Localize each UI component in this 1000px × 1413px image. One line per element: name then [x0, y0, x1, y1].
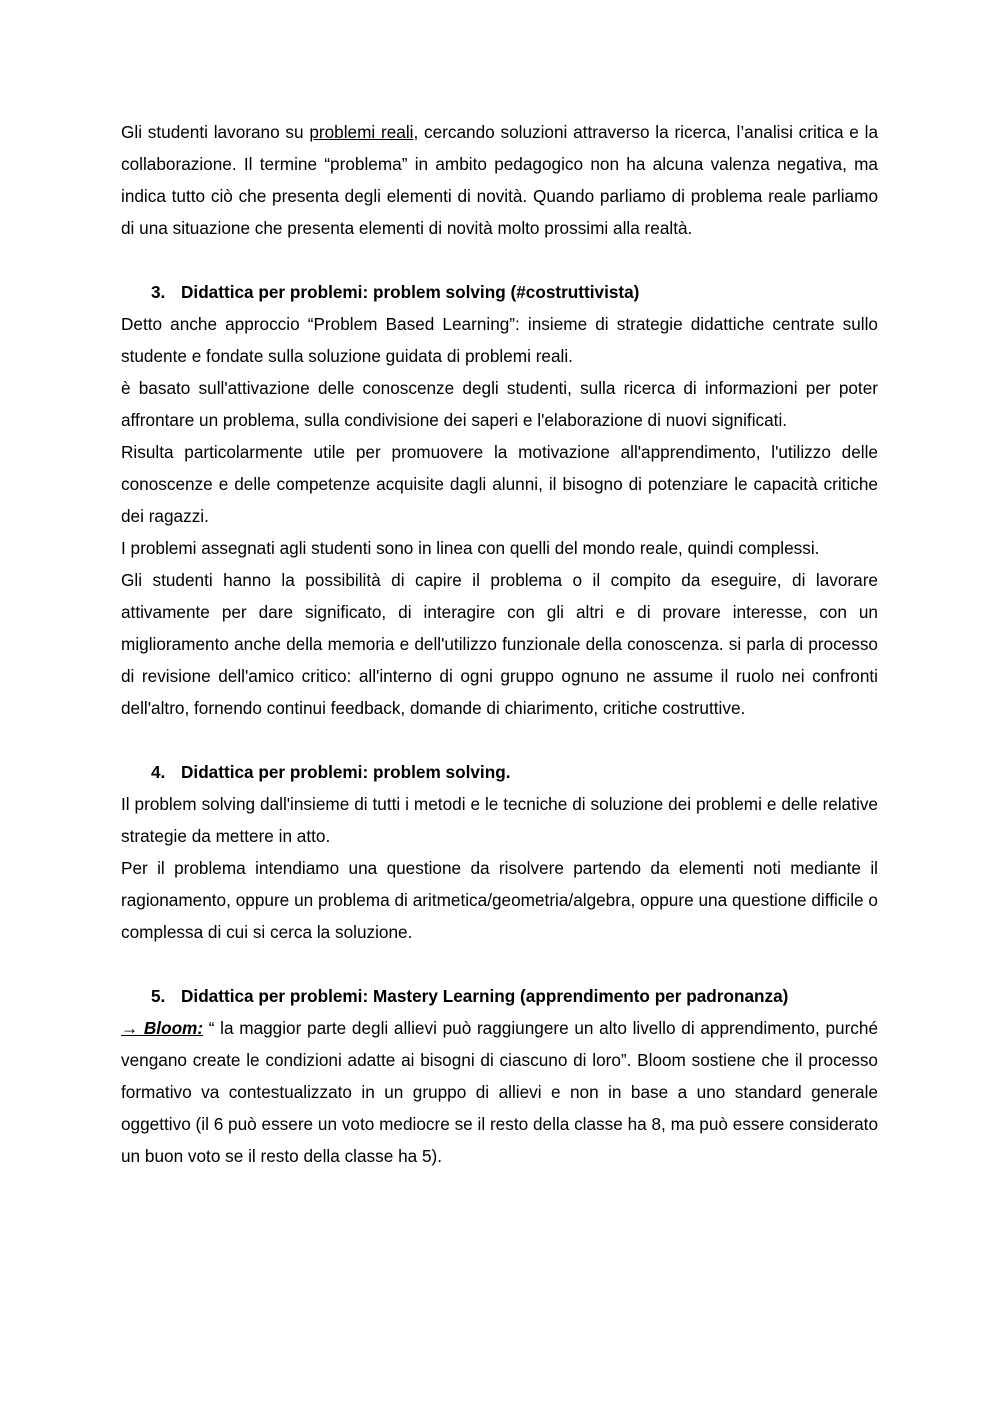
section-5-paragraph	[121, 1012, 878, 1172]
intro-post: cercando soluzioni attraverso la ricerca, l’analisi critica e la collaborazione. Il termine “problema” in ambito pedagogico non ha alcuna valenza negativa, ma indica tutto ciò che presenta degli elementi di novità. Quando parliamo di problema reale parliamo di una situazione che presenta elementi di novità molto prossimi alla realtà.	[121, 122, 879, 238]
section-3-paragraph: I problemi assegnati agli studenti sono in linea con quelli del mondo reale, quindi complessi.	[121, 538, 820, 558]
section-3-heading	[121, 276, 878, 308]
spacer	[121, 724, 878, 756]
intro-pre: Gli studenti lavorano su	[121, 122, 310, 142]
section-4-paragraph: Per il problema intendiamo una questione da risolvere partendo da elementi noti mediante il ragionamento, oppure un problema di aritmetica/geometria/algebra, oppure una questione difficile o complessa di cui si cerca la soluzione.	[121, 858, 878, 942]
section-3-paragraph: Risulta particolarmente utile per promuovere la motivazione all'apprendimento, l'utilizzo delle conoscenze e delle competenze acquisite dagli alunni, il bisogno di potenziare le capacità critiche dei ragazzi.	[121, 442, 878, 526]
section-3-paragraph: è basato sull'attivazione delle conoscenze degli studenti, sulla ricerca di informazioni per poter affrontare un problema, sulla condivisione dei saperi e l'elaborazione di nuovi significati.	[121, 378, 878, 430]
bloom-label: → Bloom:	[121, 1018, 204, 1038]
section-5-heading	[121, 980, 878, 1012]
intro-underlined-text: problemi reali,	[309, 122, 419, 142]
spacer	[121, 948, 878, 980]
section-3-paragraph: Detto anche approccio “Problem Based Learning”: insieme di strategie didattiche centrate sullo studente e fondate sulla soluzione guidata di problemi reali.	[121, 314, 878, 366]
section-4-number: 4.	[151, 762, 166, 782]
section-4-title: Didattica per problemi: problem solving.	[181, 762, 511, 782]
section-4-paragraph: Il problem solving dall'insieme di tutti i metodi e le tecniche di soluzione dei problemi e delle relative strategie da mettere in atto.	[121, 794, 878, 846]
section-5-title: Didattica per problemi: Mastery Learning (apprendimento per padronanza)	[181, 986, 789, 1006]
section-4-heading	[121, 756, 878, 788]
spacer	[121, 244, 878, 276]
section-5-number: 5.	[151, 986, 166, 1006]
intro-paragraph	[121, 116, 878, 244]
bloom-text: “ la maggior parte degli allievi può raggiungere un alto livello di apprendimento, purché vengano create le condizioni adatte ai bisogni di ciascuno di loro”. Bloom sostiene che il processo formativo va contestualizzato in un gruppo di allievi e non in base a uno standard generale oggettivo (il 6 può essere un voto mediocre se il resto della classe ha 8, ma può essere considerato un buon voto se il resto della classe ha 5).	[121, 1018, 879, 1166]
document-body	[121, 116, 878, 1172]
section-3-title: Didattica per problemi: problem solving (#costruttivista)	[181, 282, 640, 302]
section-3-paragraph: Gli studenti hanno la possibilità di capire il problema o il compito da eseguire, di lavorare attivamente per dare significato, di interagire con gli altri e di provare interesse, con un miglioramento anche della memoria e dell'utilizzo funzionale della conoscenza. si parla di processo di revisione dell'amico critico: all'interno di ogni gruppo ognuno ne assume il ruolo nei confronti dell'altro, fornendo continui feedback, domande di chiarimento, critiche costruttive.	[121, 570, 878, 718]
section-3-number: 3.	[151, 282, 166, 302]
